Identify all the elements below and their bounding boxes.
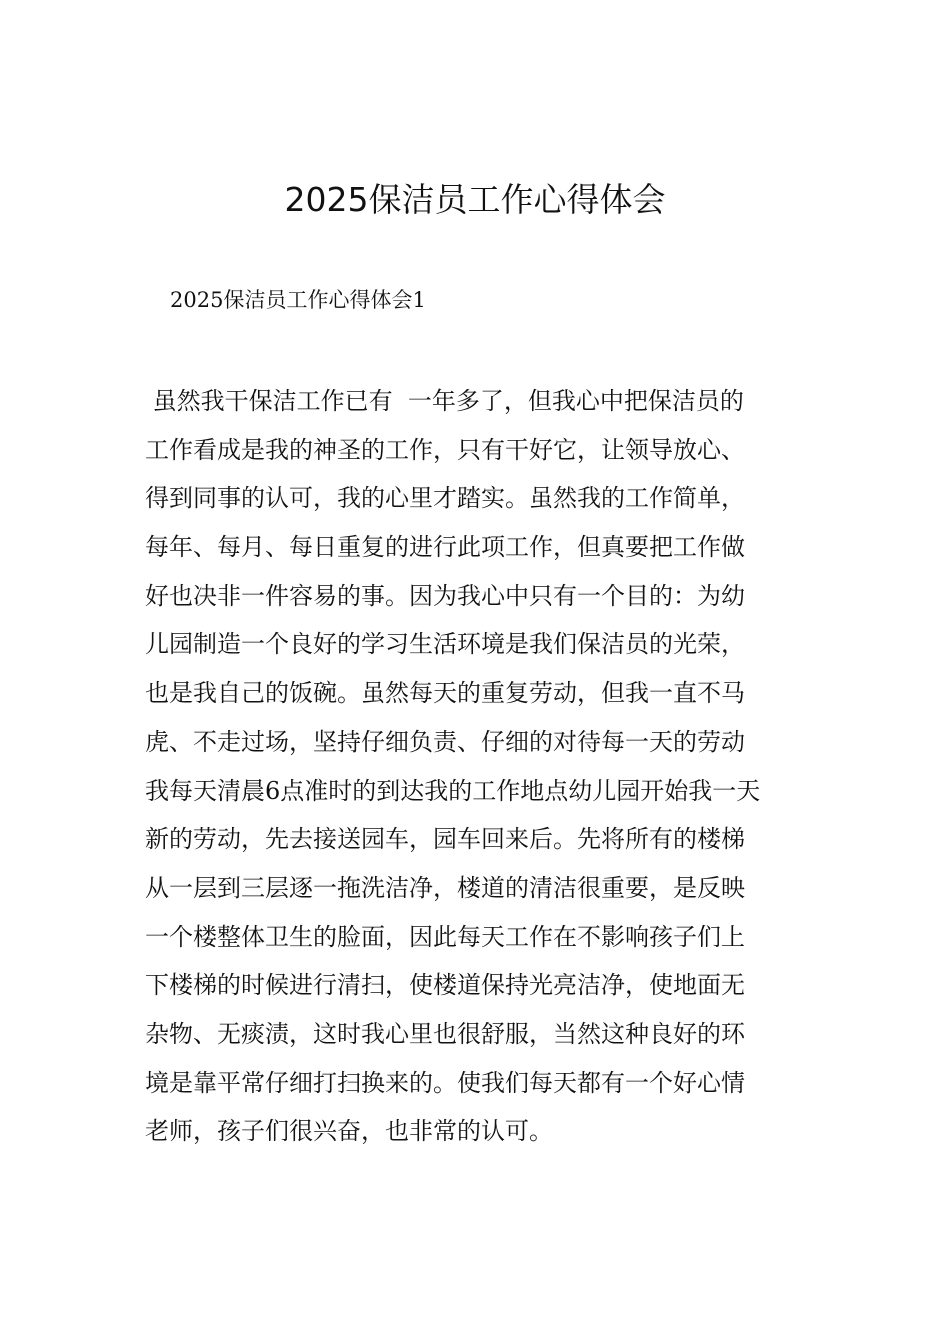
section-heading: 2025保洁员工作心得体会1 — [170, 288, 426, 312]
paragraph-line: 境是靠平常仔细打扫换来的。使我们每天都有一个好心情 — [145, 1068, 745, 1097]
paragraph-line: 一个楼整体卫生的脸面，因此每天工作在不影响孩子们上 — [145, 922, 745, 951]
paragraph-line: 工作看成是我的神圣的工作，只有干好它，让领导放心、 — [145, 435, 745, 464]
paragraph-line: 新的劳动，先去接送园车，园车回来后。先将所有的楼梯 — [145, 825, 745, 854]
paragraph-line: 老师，孩子们很兴奋，也非常的认可。 — [145, 1117, 553, 1146]
paragraph-line: 杂物、无痰渍，这时我心里也很舒服，当然这种良好的环 — [145, 1019, 745, 1048]
body-paragraph — [145, 377, 810, 1156]
paragraph-line: 得到同事的认可，我的心里才踏实。虽然我的工作简单， — [145, 484, 745, 513]
paragraph-line: 从一层到三层逐一拖洗洁净，楼道的清洁很重要，是反映 — [145, 873, 745, 902]
paragraph-line: 我每天清晨6点准时的到达我的工作地点幼儿园开始我一天 — [145, 776, 761, 805]
document-title: 2025保洁员工作心得体会 — [284, 180, 666, 219]
paragraph-line: 好也决非一件容易的事。因为我心中只有一个目的：为幼 — [145, 581, 745, 610]
paragraph-line: 下楼梯的时候进行清扫，使楼道保持光亮洁净，使地面无 — [145, 971, 745, 1000]
paragraph-line: 儿园制造一个良好的学习生活环境是我们保洁员的光荣， — [145, 630, 745, 659]
paragraph-line: 虎、不走过场，坚持仔细负责、仔细的对待每一天的劳动 — [145, 727, 745, 756]
paragraph-line: 每年、每月、每日重复的进行此项工作，但真要把工作做 — [145, 533, 745, 562]
paragraph-line: 虽然我干保洁工作已有 一年多了，但我心中把保洁员的 — [145, 387, 744, 415]
paragraph-line: 也是我自己的饭碗。虽然每天的重复劳动，但我一直不马 — [145, 679, 745, 708]
